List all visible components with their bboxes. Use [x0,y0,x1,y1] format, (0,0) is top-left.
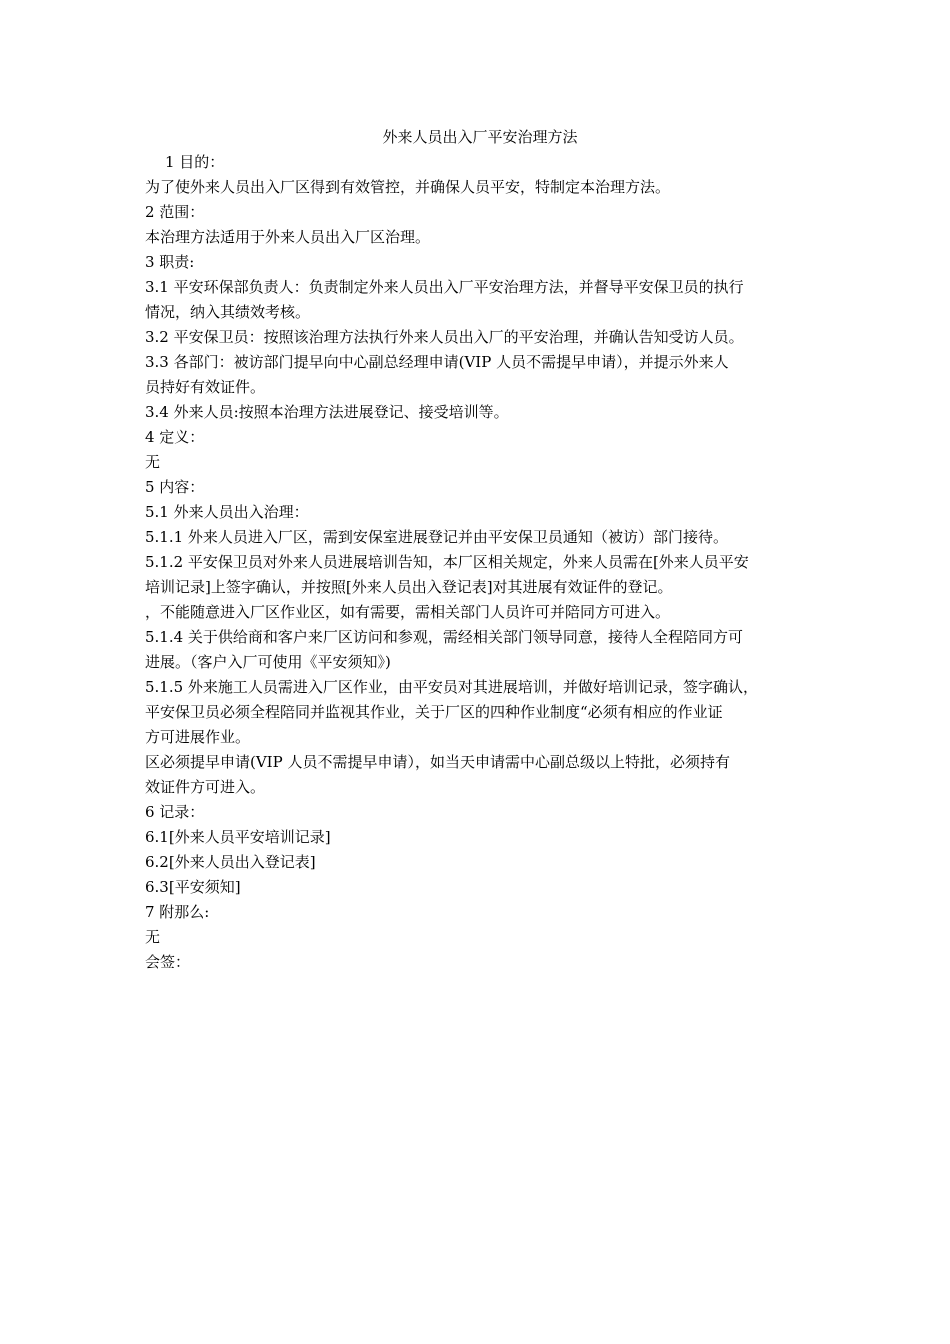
document-title: 外来人员出入厂平安治理方法 [382,128,578,146]
paragraph-line: ，不能随意进入厂区作业区，如有需要，需相关部门人员许可并陪同方可进入。 [145,603,671,621]
paragraph [145,500,815,525]
paragraph-line: 5.1.5 外来施工人员需进入厂区作业，由平安员对其进展培训，并做好培训记录，签字确认， [145,678,758,696]
paragraph-line: 6.2[外来人员出入登记表] [145,853,316,871]
paragraph-line: 6.3[平安须知] [145,878,241,896]
paragraph-line: 无 [145,453,161,471]
paragraph-line: 无 [145,928,161,946]
paragraph-line: 3.3 各部门：被访部门提早向中心副总经理申请(VIP 人员不需提早申请），并提示外来人 [145,353,729,371]
paragraph [145,400,815,425]
paragraph [145,925,815,950]
paragraph [145,325,815,350]
paragraph-line: 平安保卫员必须全程陪同并监视其作业，关于厂区的四种作业制度“必须有相应的作业证 [145,703,723,721]
paragraph [145,675,815,750]
paragraph-line: 会签： [145,953,191,971]
paragraph-line: 3 职责: [145,253,195,271]
paragraph [145,175,815,200]
paragraph-line: 员持好有效证件。 [145,378,266,396]
paragraph-line: 3.2 平安保卫员：按照该治理方法执行外来人员出入厂的平安治理，并确认告知受访人员。 [145,328,744,346]
document-body [145,150,815,975]
paragraph [145,525,815,550]
paragraph-line: 5.1.2 平安保卫员对外来人员进展培训告知，本厂区相关规定，外来人员需在[外来人员平安 [145,553,749,571]
paragraph [145,225,815,250]
paragraph [145,350,815,400]
paragraph-line: 情况，纳入其绩效考核。 [145,303,311,321]
paragraph [145,800,815,825]
paragraph [145,550,815,600]
paragraph [145,475,815,500]
paragraph [145,200,815,225]
paragraph-line: 2 范围： [145,203,205,221]
paragraph-line: 培训记录]上签字确认，并按照[外来人员出入登记表]对其进展有效证件的登记。 [145,578,673,596]
paragraph [145,600,815,625]
paragraph-line: 为了使外来人员出入厂区得到有效管控，并确保人员平安，特制定本治理方法。 [145,178,671,196]
document-page [145,124,815,975]
paragraph-line: 1 目的： [165,153,225,171]
paragraph [145,825,815,850]
paragraph [145,850,815,875]
paragraph-line: 4 定义： [145,428,205,446]
paragraph-line: 6.1[外来人员平安培训记录] [145,828,331,846]
paragraph-line: 本治理方法适用于外来人员出入厂区治理。 [145,228,431,246]
paragraph-line: 区必须提早申请(VIP 人员不需提早申请），如当天申请需中心副总级以上特批，必须持有 [145,753,730,771]
paragraph-line: 7 附那么: [145,903,210,921]
paragraph-line: 3.4 外来人员:按照本治理方法进展登记、接受培训等。 [145,403,509,421]
paragraph [145,425,815,450]
paragraph [145,875,815,900]
paragraph-line: 5.1.4 关于供给商和客户来厂区访问和参观，需经相关部门领导同意，接待人全程陪同方可 [145,628,743,646]
paragraph [145,950,815,975]
paragraph-line: 5.1 外来人员出入治理： [145,503,309,521]
paragraph [145,150,815,175]
paragraph-line: 6 记录： [145,803,205,821]
paragraph [145,900,815,925]
paragraph [145,750,815,800]
paragraph [145,625,815,675]
paragraph [145,250,815,275]
paragraph-line: 3.1 平安环保部负责人：负责制定外来人员出入厂平安治理方法，并督导平安保卫员的执行 [145,278,744,296]
paragraph-line: 5.1.1 外来人员进入厂区，需到安保室进展登记并由平安保卫员通知（被访）部门接待。 [145,528,728,546]
paragraph-line: 进展。（客户入厂可使用《平安须知》) [145,653,391,671]
paragraph-line: 5 内容： [145,478,205,496]
paragraph-line: 方可进展作业。 [145,728,251,746]
paragraph [145,275,815,325]
paragraph [145,450,815,475]
paragraph-line: 效证件方可进入。 [145,778,266,796]
